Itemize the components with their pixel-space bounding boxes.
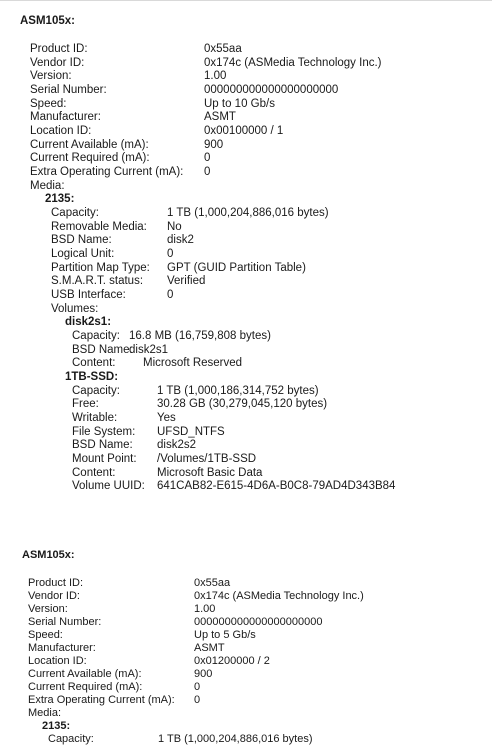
property-value: 641CAB82-E615-4D6A-B0C8-79AD4D343B84 <box>157 480 396 492</box>
property-key: Version: <box>28 603 68 615</box>
property-key: Extra Operating Current (mA): <box>28 694 175 706</box>
property-key: Vendor ID: <box>28 590 80 602</box>
property-value: 16.8 MB (16,759,808 bytes) <box>129 330 271 342</box>
property-value: 1 TB (1,000,204,886,016 bytes) <box>167 207 329 219</box>
volume-name: 1TB-SSD: <box>65 371 119 383</box>
property-key: Manufacturer: <box>28 642 96 654</box>
property-key: Removable Media: <box>51 221 147 233</box>
property-value: 0 <box>167 289 174 301</box>
property-key: Mount Point: <box>72 453 137 465</box>
property-key: Content: <box>72 467 116 479</box>
property-key: Partition Map Type: <box>51 262 150 274</box>
property-key: Serial Number: <box>28 616 102 628</box>
property-value: disk2s2 <box>157 439 196 451</box>
property-key: USB Interface: <box>51 289 126 301</box>
property-key: Current Required (mA): <box>30 152 150 164</box>
property-key: Speed: <box>30 98 67 110</box>
property-value: 1.00 <box>204 70 227 82</box>
property-key: Location ID: <box>30 125 92 137</box>
media-name: 2135: <box>45 193 75 205</box>
property-value: /Volumes/1TB-SSD <box>157 453 257 465</box>
property-value: disk2s1 <box>129 344 168 356</box>
property-key: Speed: <box>28 629 63 641</box>
property-key: Product ID: <box>30 43 88 55</box>
property-value: 0 <box>194 681 201 693</box>
property-key: Capacity: <box>72 330 120 342</box>
property-value: 0 <box>204 166 211 178</box>
property-value: 000000000000000000000 <box>194 616 323 628</box>
property-value: Microsoft Reserved <box>143 357 243 369</box>
property-value: 0x00100000 / 1 <box>204 125 284 137</box>
property-key: BSD Name: <box>72 439 133 451</box>
property-key: BSD Name: <box>51 234 112 246</box>
property-key: Current Available (mA): <box>28 668 142 680</box>
device-title: ASM105x: <box>22 549 75 561</box>
property-key: File System: <box>72 426 136 438</box>
property-key: Logical Unit: <box>51 248 115 260</box>
device-title: ASM105x: <box>20 15 75 27</box>
property-value: 000000000000000000000 <box>204 84 339 96</box>
property-value: 1 TB (1,000,186,314,752 bytes) <box>157 385 319 397</box>
property-key: Serial Number: <box>30 84 107 96</box>
property-value: 900 <box>194 668 213 680</box>
property-value: Microsoft Basic Data <box>157 467 263 479</box>
property-value: GPT (GUID Partition Table) <box>167 262 306 274</box>
property-key: BSD Name: <box>72 344 133 356</box>
volume-name: disk2s1: <box>65 316 112 328</box>
property-value: 30.28 GB (30,279,045,120 bytes) <box>157 398 328 410</box>
property-key: Product ID: <box>28 577 84 589</box>
property-value: 0x174c (ASMedia Technology Inc.) <box>194 590 364 602</box>
property-key: Current Available (mA): <box>30 139 149 151</box>
property-value: ASMT <box>194 642 225 654</box>
property-key: Volume UUID: <box>72 480 145 492</box>
property-key: S.M.A.R.T. status: <box>51 275 144 287</box>
property-key: Extra Operating Current (mA): <box>30 166 184 178</box>
property-value: Verified <box>167 275 206 287</box>
property-value: 0x01200000 / 2 <box>194 655 270 667</box>
property-value: Up to 5 Gb/s <box>194 629 256 641</box>
property-value: 1.00 <box>194 603 216 615</box>
property-value: Up to 10 Gb/s <box>204 98 275 110</box>
property-value: 1 TB (1,000,204,886,016 bytes) <box>158 733 313 745</box>
property-value: 0x174c (ASMedia Technology Inc.) <box>204 57 382 69</box>
property-key: Location ID: <box>28 655 87 667</box>
property-key: Current Required (mA): <box>28 681 143 693</box>
property-value: Yes <box>157 412 176 424</box>
property-key: Capacity: <box>72 385 120 397</box>
media-name: 2135: <box>42 720 71 732</box>
property-key: Manufacturer: <box>30 111 101 123</box>
property-key: Vendor ID: <box>30 57 85 69</box>
property-value: 900 <box>204 139 224 151</box>
top-divider <box>0 0 492 1</box>
property-value: 0 <box>167 248 174 260</box>
property-value: disk2 <box>167 234 194 246</box>
property-value: No <box>167 221 182 233</box>
property-value: 0x55aa <box>194 577 231 589</box>
property-value: UFSD_NTFS <box>157 426 225 438</box>
property-value: 0 <box>194 694 201 706</box>
property-value: 0x55aa <box>204 43 242 55</box>
property-key: Free: <box>72 398 99 410</box>
property-key: Content: <box>72 357 116 369</box>
property-value: ASMT <box>204 111 236 123</box>
property-key: Writable: <box>72 412 118 424</box>
volumes-label: Volumes: <box>51 303 99 315</box>
property-key: Capacity: <box>51 207 99 219</box>
property-key: Version: <box>30 70 72 82</box>
property-value: 0 <box>204 152 211 164</box>
property-key: Capacity: <box>48 733 94 745</box>
media-label: Media: <box>30 180 65 192</box>
media-label: Media: <box>28 707 62 719</box>
